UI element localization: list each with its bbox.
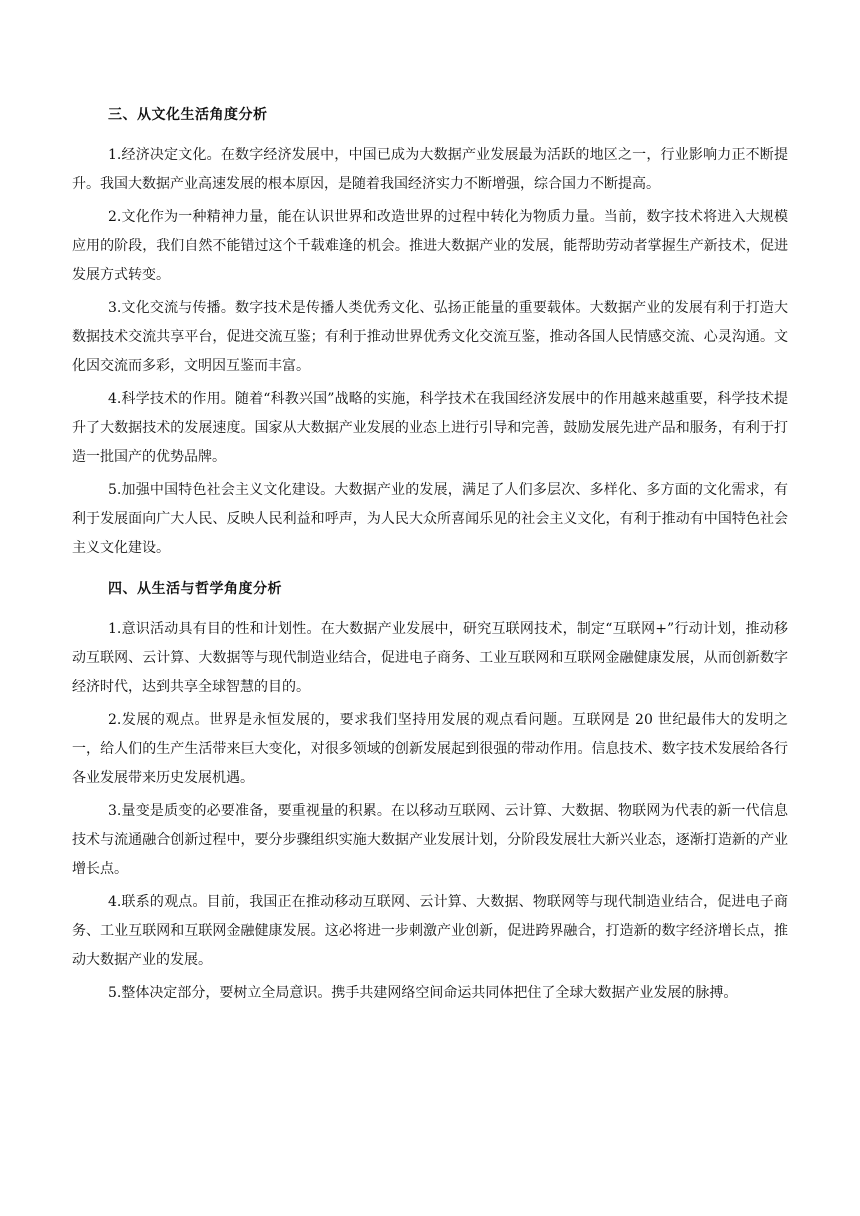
document-body xyxy=(72,105,788,1012)
paragraph: 2.文化作为一种精神力量，能在认识世界和改造世界的过程中转化为物质力量。当前，数字技术将进入大规模应用的阶段，我们自然不能错过这个千载难逢的机会。推进大数据产业的发展，能帮助劳动者掌握生产新技术，促进发展方式转变。 xyxy=(72,209,788,283)
paragraph: 4.科学技术的作用。随着“科教兴国”战略的实施，科学技术在我国经济发展中的作用越来越重要，科学技术提升了大数据技术的发展速度。国家从大数据产业发展的业态上进行引导和完善，鼓励发展先进产品和服务，有利于打造一批国产的优势品牌。 xyxy=(72,391,788,465)
paragraph: 4.联系的观点。目前，我国正在推动移动互联网、云计算、大数据、物联网等与现代制造业结合，促进电子商务、工业互联网和互联网金融健康发展。这必将进一步刺激产业创新，促进跨界融合，打造新的数字经济增长点，推动大数据产业的发展。 xyxy=(72,894,788,968)
section-heading-philosophy: 四、从生活与哲学角度分析 xyxy=(108,581,282,597)
paragraph: 3.量变是质变的必要准备，要重视量的积累。在以移动互联网、云计算、大数据、物联网为代表的新一代信息技术与流通融合创新过程中，要分步骤组织实施大数据产业发展计划，分阶段发展壮大新兴业态，逐渐打造新的产业增长点。 xyxy=(72,803,788,877)
paragraph: 5.整体决定部分，要树立全局意识。携手共建网络空间命运共同体把住了全球大数据产业发展的脉搏。 xyxy=(108,985,738,1001)
paragraph: 1.经济决定文化。在数字经济发展中，中国已成为大数据产业发展最为活跃的地区之一，行业影响力正不断提升。我国大数据产业高速发展的根本原因，是随着我国经济实力不断增强，综合国力不断提高。 xyxy=(72,147,788,192)
paragraph: 3.文化交流与传播。数字技术是传播人类优秀文化、弘扬正能量的重要载体。大数据产业的发展有利于打造大数据技术交流共享平台，促进交流互鉴；有利于推动世界优秀文化交流互鉴，推动各国人民情感交流、心灵沟通。文化因交流而多彩，文明因互鉴而丰富。 xyxy=(72,300,788,374)
paragraph: 2.发展的观点。世界是永恒发展的，要求我们坚持用发展的观点看问题。互联网是 20 世纪最伟大的发明之一，给人们的生产生活带来巨大变化，对很多领域的创新发展起到很强的带动作用。信息技术、数字技术发展给各行各业发展带来历史发展机遇。 xyxy=(72,712,788,786)
section-heading-culture: 三、从文化生活角度分析 xyxy=(108,107,268,123)
paragraph: 1.意识活动具有目的性和计划性。在大数据产业发展中，研究互联网技术，制定“互联网+”行动计划，推动移动互联网、云计算、大数据等与现代制造业结合，促进电子商务、工业互联网和互联网金融健康发展，从而创新数字经济时代，达到共享全球智慧的目的。 xyxy=(72,621,788,695)
paragraph: 5.加强中国特色社会主义文化建设。大数据产业的发展，满足了人们多层次、多样化、多方面的文化需求，有利于发展面向广大人民、反映人民利益和呼声，为人民大众所喜闻乐见的社会主义文化，有利于推动有中国特色社会主义文化建设。 xyxy=(72,482,788,556)
